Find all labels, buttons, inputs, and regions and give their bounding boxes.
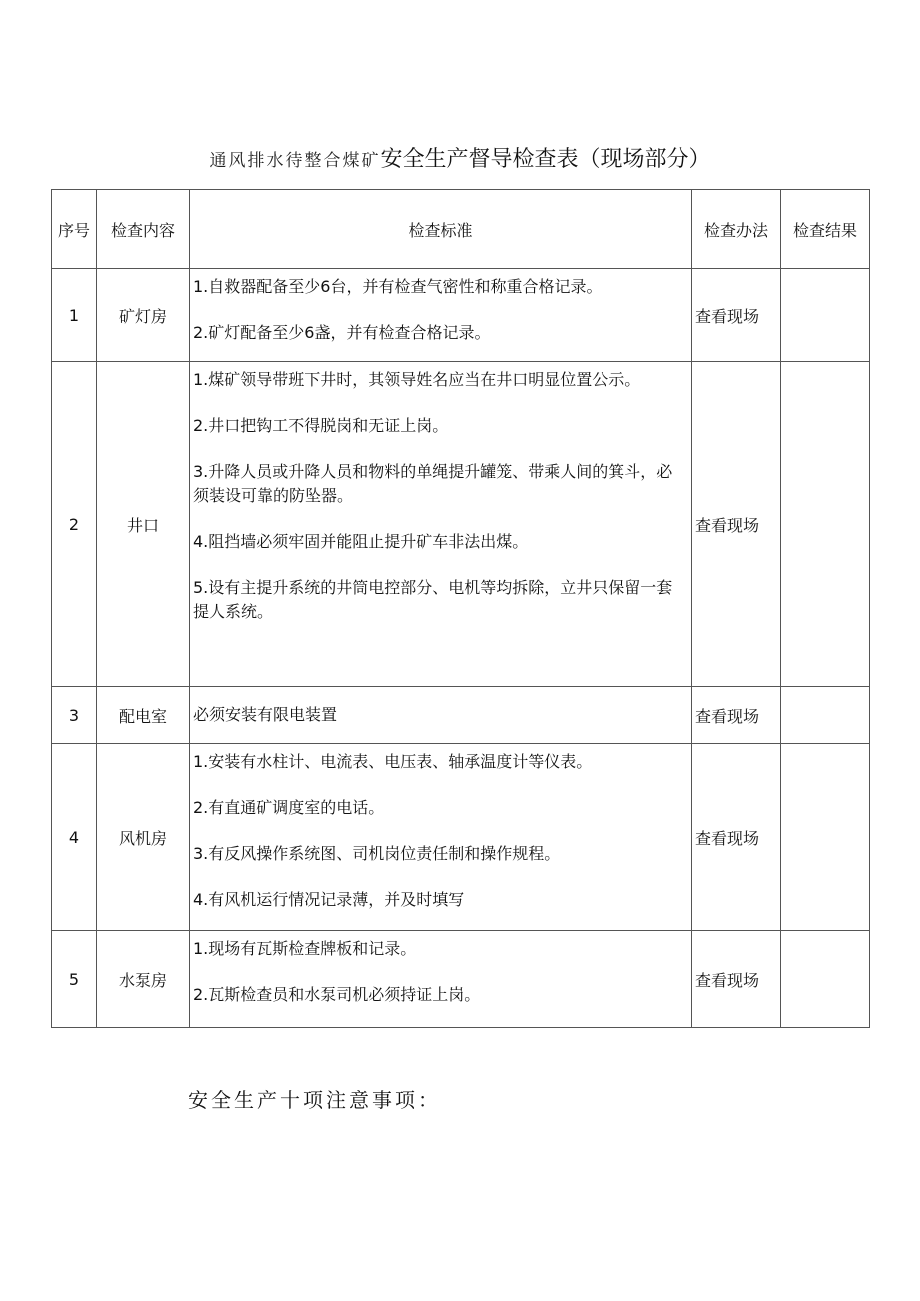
- row-number: 1: [52, 269, 97, 362]
- table-row: [52, 687, 870, 744]
- check-standard: [190, 269, 692, 362]
- title-main: 安全生产督导检查表（现场部分）: [380, 147, 711, 172]
- standard-line: 2.瓦斯检查员和水泵司机必须持证上岗。: [193, 985, 481, 1004]
- row-number: 3: [52, 687, 97, 744]
- standard-line: 1.煤矿领导带班下井时，其领导姓名应当在井口明显位置公示。: [193, 370, 641, 389]
- row-number: 5: [52, 931, 97, 1028]
- standard-line: 3.升降人员或升降人员和物料的单绳提升罐笼、带乘人间的箕斗，必须装设可靠的防坠器。: [193, 462, 673, 505]
- check-standard: [190, 687, 692, 744]
- inspection-table: [51, 189, 870, 1028]
- notice-heading: 安全生产十项注意事项：: [188, 1088, 441, 1112]
- header-no: 序号: [52, 190, 97, 269]
- standard-line: 2.井口把钩工不得脱岗和无证上岗。: [193, 416, 449, 435]
- check-method: 查看现场: [692, 362, 781, 687]
- check-method: 查看现场: [692, 269, 781, 362]
- check-result-cell[interactable]: [781, 362, 870, 687]
- header-standard: 检查标准: [190, 190, 692, 269]
- check-standard: [190, 744, 692, 931]
- standard-line: 3.有反风操作系统图、司机岗位责任制和操作规程。: [193, 844, 561, 863]
- table-row: [52, 744, 870, 931]
- standard-line: 必须安装有限电装置: [193, 705, 338, 724]
- header-item: 检查内容: [97, 190, 190, 269]
- check-item: 风机房: [97, 744, 190, 931]
- check-method: 查看现场: [692, 931, 781, 1028]
- standard-line: 4.有风机运行情况记录薄，并及时填写: [193, 890, 465, 909]
- check-method: 查看现场: [692, 687, 781, 744]
- standard-line: 4.阻挡墙必须牢固并能阻止提升矿车非法出煤。: [193, 532, 529, 551]
- check-item: 井口: [97, 362, 190, 687]
- check-item: 水泵房: [97, 931, 190, 1028]
- document-title: [0, 146, 920, 175]
- check-method: 查看现场: [692, 744, 781, 931]
- standard-line: 1.自救器配备至少6台，并有检查气密性和称重合格记录。: [193, 277, 603, 296]
- table-row: [52, 269, 870, 362]
- title-prefix: 通风排水待整合煤矿: [209, 151, 381, 171]
- row-number: 2: [52, 362, 97, 687]
- row-number: 4: [52, 744, 97, 931]
- check-standard: [190, 362, 692, 687]
- check-result-cell[interactable]: [781, 931, 870, 1028]
- check-standard: [190, 931, 692, 1028]
- table-row: [52, 362, 870, 687]
- header-method: 检查办法: [692, 190, 781, 269]
- check-item: 配电室: [97, 687, 190, 744]
- table-row: [52, 931, 870, 1028]
- check-result-cell[interactable]: [781, 744, 870, 931]
- header-result: 检查结果: [781, 190, 870, 269]
- standard-line: 5.设有主提升系统的井筒电控部分、电机等均拆除，立井只保留一套提人系统。: [193, 578, 673, 621]
- standard-line: 2.矿灯配备至少6盏，并有检查合格记录。: [193, 323, 491, 342]
- check-result-cell[interactable]: [781, 687, 870, 744]
- standard-line: 2.有直通矿调度室的电话。: [193, 798, 385, 817]
- table-body: [52, 190, 870, 1028]
- standard-line: 1.现场有瓦斯检查牌板和记录。: [193, 939, 417, 958]
- standard-line: 1.安装有水柱计、电流表、电压表、轴承温度计等仪表。: [193, 752, 593, 771]
- header-row: [52, 190, 870, 269]
- check-result-cell[interactable]: [781, 269, 870, 362]
- check-item: 矿灯房: [97, 269, 190, 362]
